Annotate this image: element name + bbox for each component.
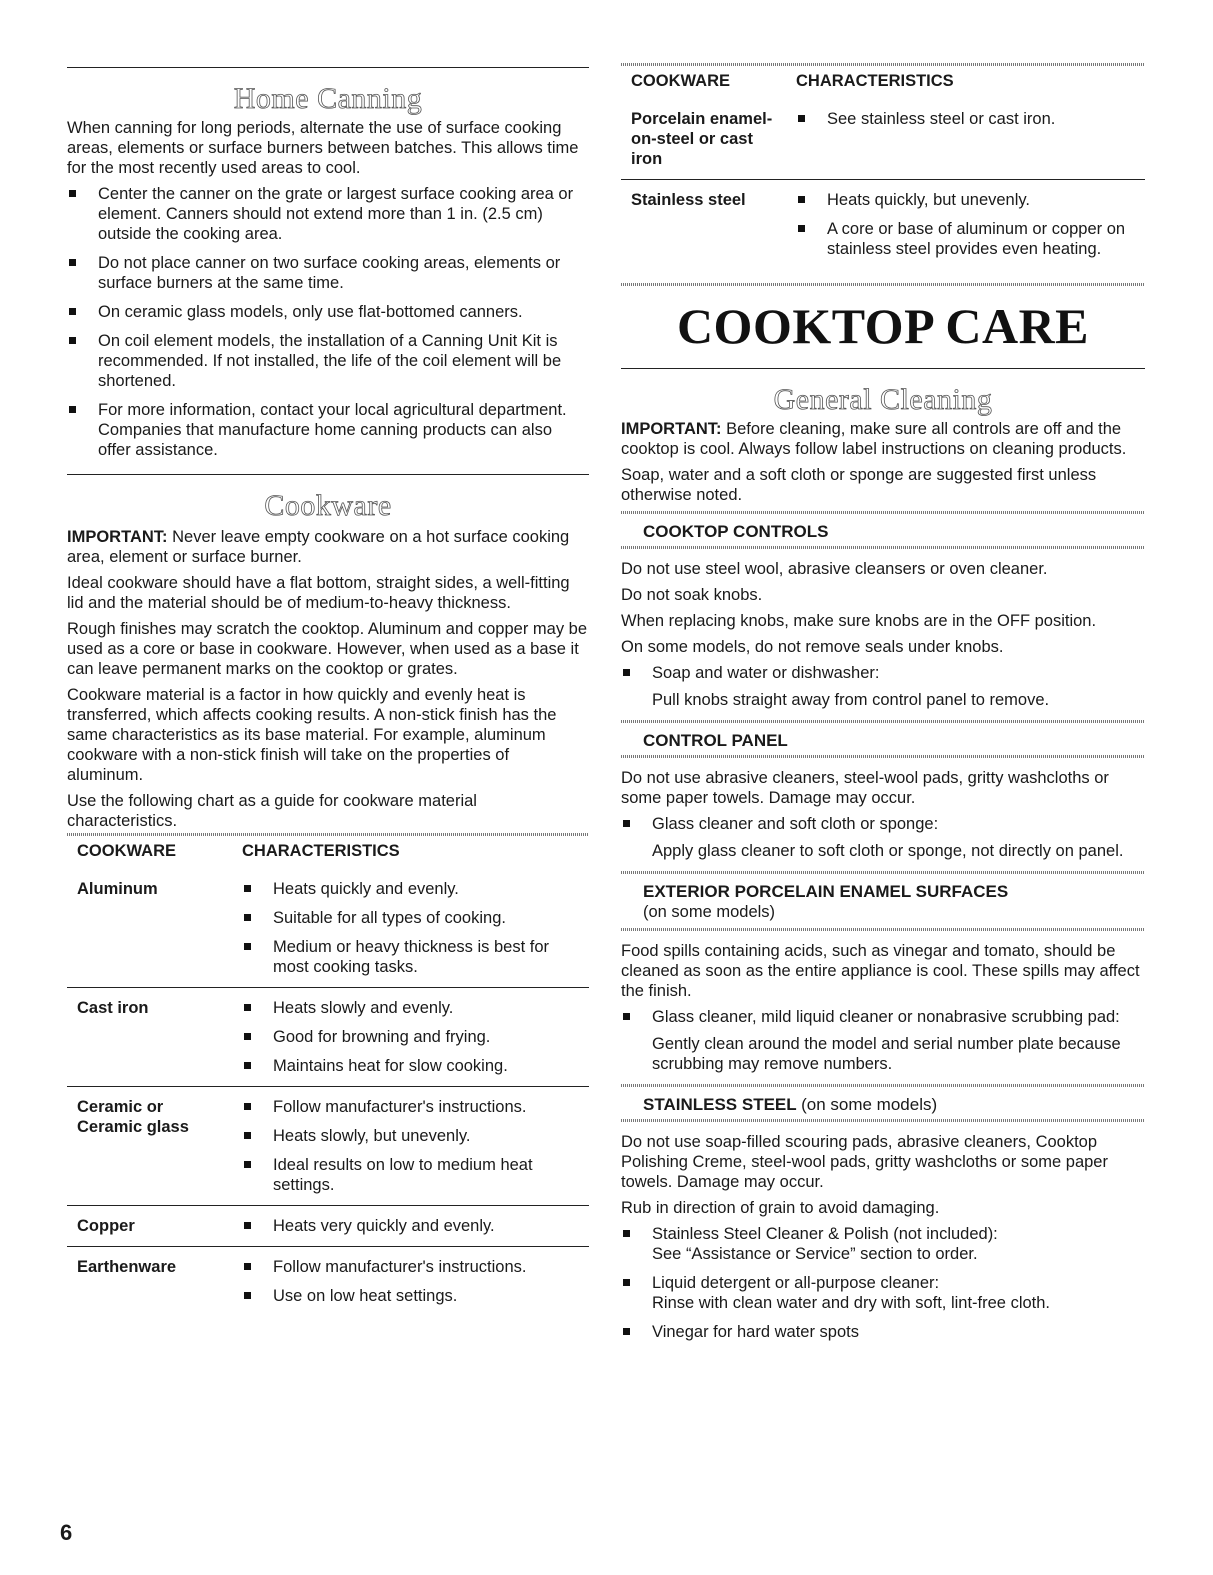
list-item: Vinegar for hard water spots [621,1322,1145,1342]
subsection-rule [621,871,1145,874]
list-item: Good for browning and frying. [242,1027,589,1047]
table-header-row [621,66,1145,99]
home-canning-list [67,184,589,460]
table-row [67,869,589,988]
list-item: Heats slowly, but unevenly. [242,1126,589,1146]
item-detail: See “Assistance or Service” section to order. [652,1245,978,1263]
table-row [621,99,1145,180]
list-item: Ideal results on low to medium heat settings. [242,1155,589,1195]
list-item: Heats very quickly and evenly. [242,1216,589,1236]
controls-bullet-detail: Pull knobs straight away from control panel to remove. [652,691,1050,709]
list-item: Heats slowly and evenly. [242,998,589,1018]
list-item: For more information, contact your local agricultural department. Companies that manufacture home canning products can also offer assistance. [67,400,589,460]
list-item: See stainless steel or cast iron. [796,109,1145,129]
stainless-paragraph: Rub in direction of grain to avoid damaging. [621,1199,940,1217]
list-item: Soap and water or dishwasher: [621,663,1145,683]
cookware-table [67,836,589,1316]
table-row [621,180,1145,270]
material-cell: Porcelain enamel-on-steel or cast iron [621,99,786,180]
controls-paragraph: When replacing knobs, make sure knobs are in the OFF position. [621,612,1097,630]
characteristics-cell [232,988,589,1087]
list-item: Follow manufacturer's instructions. [242,1097,589,1117]
list-item: Suitable for all types of cooking. [242,908,589,928]
section-rule [621,368,1145,369]
list-item: Medium or heavy thickness is best for most cooking tasks. [242,937,589,977]
cookware-title: Cookware [264,489,392,522]
characteristics-cell [786,180,1145,270]
material-cell: Aluminum [67,869,232,988]
list-item: Heats quickly, but unevenly. [796,190,1145,210]
list-item: Center the canner on the grate or largest surface cooking area or element. Canners should not extend more than 1 in. (2.5 cm) outside the cooking area. [67,184,589,244]
important-text: Never leave empty cookware on a hot surface cooking area, element or surface burner. [67,528,570,566]
subsection-rule [621,720,1145,723]
page-number: 6 [60,1520,73,1545]
cookware-important [67,527,589,567]
material-cell: Stainless steel [631,191,746,209]
list-item: On ceramic glass models, only use flat-bottomed canners. [67,302,589,322]
left-column [67,0,589,1316]
controls-paragraph: Do not soak knobs. [621,586,763,604]
cookware-paragraph: Rough finishes may scratch the cooktop. Aluminum and copper may be used as a core or base in cookware. However, when used as a base it can leave permanent marks on the cooktop or grates. [67,620,588,678]
list-item: Do not place canner on two surface cooking areas, elements or surface burners at the same time. [67,253,589,293]
table-row [67,988,589,1087]
home-canning-intro: When canning for long periods, alternate the use of surface cooking areas, elements or surface burners between batches. This allows time for the most recently used areas to cool. [67,119,579,177]
list-item: Maintains heat for slow cooking. [242,1056,589,1076]
stainless-list [621,1224,1145,1342]
characteristics-cell [232,869,589,988]
porcelain-bullet-detail: Gently clean around the model and serial number plate because scrubbing may remove numbers. [652,1035,1121,1073]
list-item: Glass cleaner and soft cloth or sponge: [621,814,1145,834]
list-item: Use on low heat settings. [242,1286,589,1306]
material-cell: Ceramic or Ceramic glass [67,1087,232,1206]
table-row [67,1206,589,1247]
controls-list [621,663,1145,683]
panel-list [621,814,1145,834]
important-text: Before cleaning, make sure all controls are off and the cooktop is cool. Always follow label instructions on cleaning products. [621,420,1127,458]
item-title: Stainless Steel Cleaner & Polish (not included): [652,1225,998,1243]
characteristics-cell [232,1206,589,1247]
table-top-rule [67,833,589,836]
column-header-characteristics: CHARACTERISTICS [796,72,954,90]
porcelain-note: (on some models) [643,903,776,921]
subsection-rule [621,928,1145,931]
material-cell: Cast iron [67,988,232,1087]
characteristics-cell [232,1247,589,1317]
cooktop-controls-title: COOKTOP CONTROLS [643,522,829,541]
material-cell: Earthenware [77,1258,177,1276]
column-header-cookware: COOKWARE [631,72,730,90]
section-rule [67,474,589,475]
stainless-title [621,1087,1145,1119]
column-header-characteristics: CHARACTERISTICS [242,842,400,860]
table-top-rule [621,63,1145,66]
panel-bullet-detail: Apply glass cleaner to soft cloth or sponge, not directly on panel. [652,842,1124,860]
subsection-rule [621,755,1145,758]
subsection-rule [621,511,1145,514]
stainless-paragraph: Do not use soap-filled scouring pads, abrasive cleaners, Cooktop Polishing Creme, steel-wool pads, gritty washcloths or some paper towels. Damage may occur. [621,1133,1108,1191]
list-item: A core or base of aluminum or copper on stainless steel provides even heating. [796,219,1145,259]
table-row [67,1087,589,1206]
list-item: On coil element models, the installation of a Canning Unit Kit is recommended. If not installed, the life of the coil element will be shortened. [67,331,589,391]
stainless-note: (on some models) [801,1095,938,1114]
subsection-rule [621,1119,1145,1122]
porcelain-title: EXTERIOR PORCELAIN ENAMEL SURFACES [643,882,1009,901]
section-rule [621,283,1145,286]
table-row [67,1247,589,1317]
characteristics-cell [232,1087,589,1206]
important-label: IMPORTANT: [67,528,168,546]
list-item: Heats quickly and evenly. [242,879,589,899]
section-rule [67,67,589,68]
home-canning-title: Home Canning [233,82,423,115]
item-detail: Rinse with clean water and dry with soft, lint-free cloth. [652,1294,1051,1312]
table-header-row [67,836,589,869]
cooktop-care-title: COOKTOP CARE [676,298,1090,354]
cookware-paragraph: Use the following chart as a guide for cookware material characteristics. [67,792,477,830]
column-header-cookware: COOKWARE [77,842,176,860]
stainless-title-text: STAINLESS STEEL [643,1095,797,1114]
general-cleaning-important [621,419,1145,459]
list-item [621,1224,1145,1264]
cookware-table-continued [621,66,1145,269]
cookware-paragraph: Cookware material is a factor in how quickly and evenly heat is transferred, which affects cooking results. A non-stick finish has the same characteristics as its base material. For example, aluminum cookware with a non-stick finish will take on the properties of aluminum. [67,686,557,784]
controls-paragraph: Do not use steel wool, abrasive cleansers or oven cleaner. [621,560,1048,578]
item-title: Liquid detergent or all-purpose cleaner: [652,1274,940,1292]
controls-paragraph: On some models, do not remove seals under knobs. [621,638,1004,656]
right-column [621,0,1145,1351]
panel-paragraph: Do not use abrasive cleaners, steel-wool pads, gritty washcloths or some paper towels. Damage may occur. [621,769,1109,807]
list-item: Glass cleaner, mild liquid cleaner or nonabrasive scrubbing pad: [621,1007,1145,1027]
general-cleaning-title: General Cleaning [773,383,993,416]
porcelain-paragraph: Food spills containing acids, such as vinegar and tomato, should be cleaned as soon as the entire appliance is cool. These spills may affect the finish. [621,942,1140,1000]
porcelain-list [621,1007,1145,1027]
subsection-rule [621,1084,1145,1087]
characteristics-cell [786,99,1145,180]
important-label: IMPORTANT: [621,420,722,438]
control-panel-title: CONTROL PANEL [643,731,788,750]
list-item [621,1273,1145,1313]
subsection-rule [621,546,1145,549]
soap-note: Soap, water and a soft cloth or sponge are suggested first unless otherwise noted. [621,466,1097,504]
list-item: Follow manufacturer's instructions. [242,1257,589,1277]
cookware-paragraph: Ideal cookware should have a flat bottom, straight sides, a well-fitting lid and the material should be of medium-to-heavy thickness. [67,574,570,612]
material-cell: Copper [67,1206,232,1247]
